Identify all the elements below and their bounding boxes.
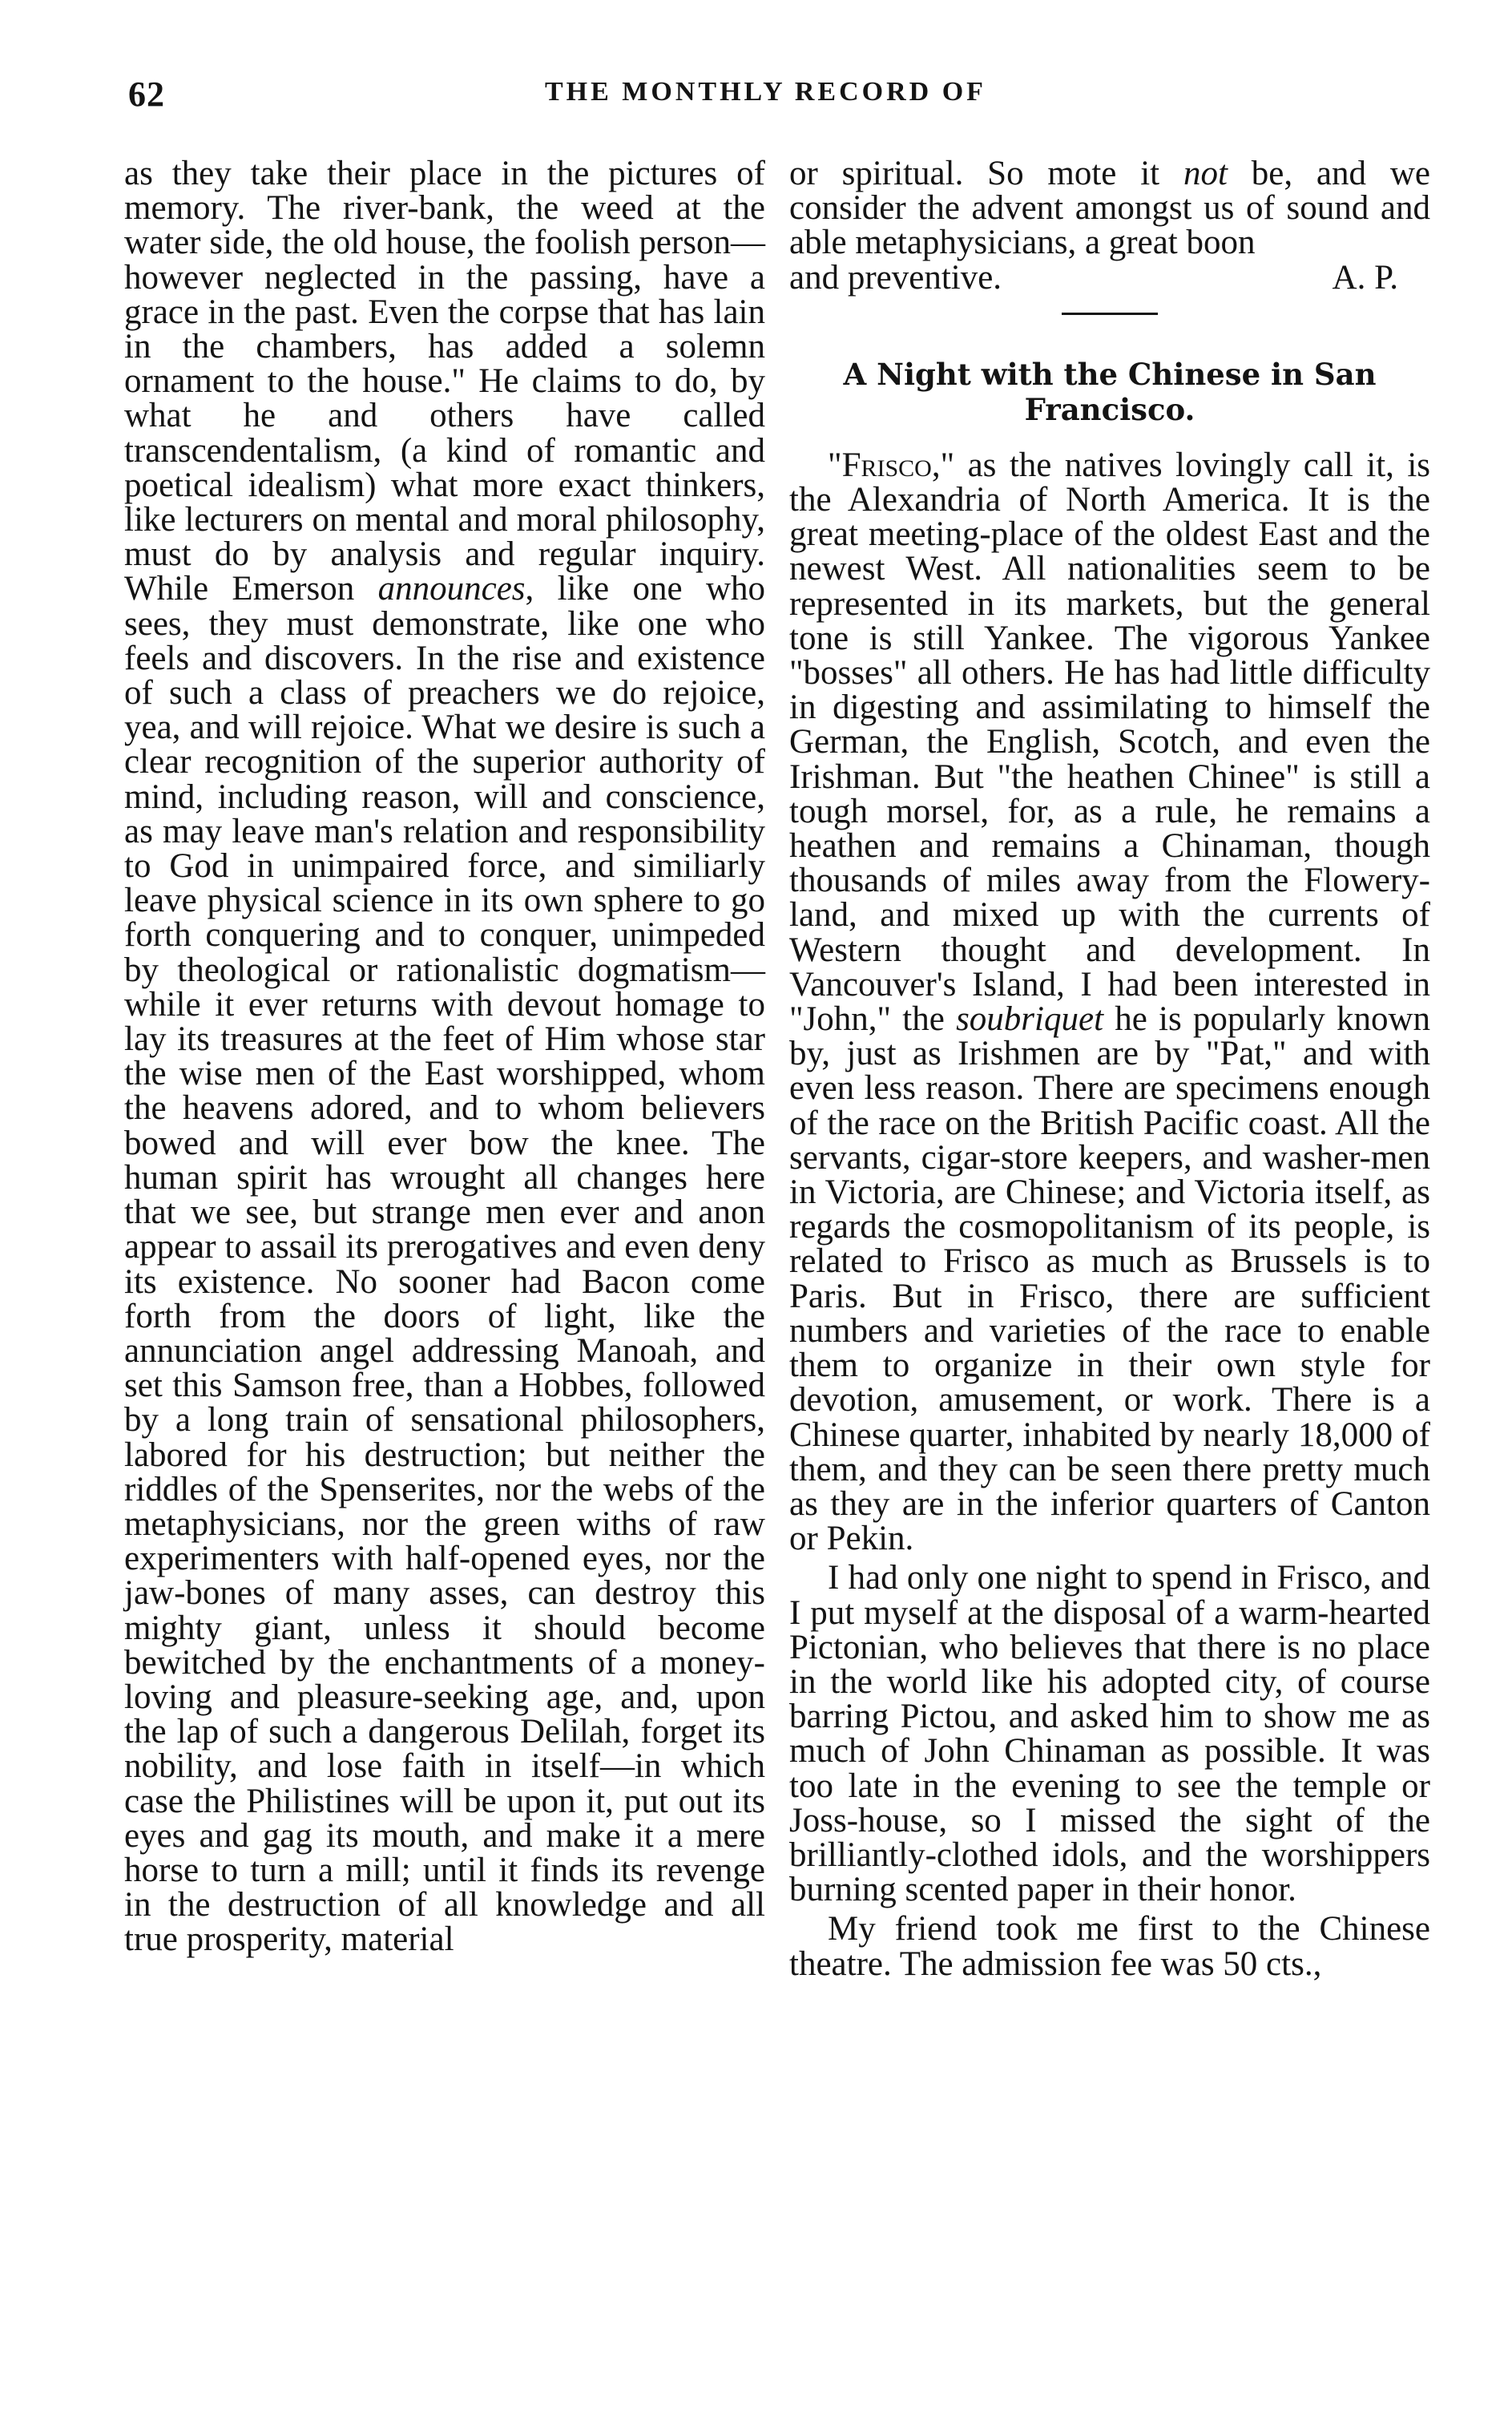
- left-column: [124, 156, 765, 1957]
- journal-title: THE MONTHLY RECORD OF: [545, 77, 986, 107]
- article-paragraph-2: I had only one night to spend in Frisco, and I put myself at the disposal of a warm-hearted Pictonian, who believes that there is no place in the world like his adopted city, of course barring Pictou, and asked him to show me as much of John Chinaman as possible. It was too late in the evening to see the temple or Joss-house, so I missed the sight of the brilliantly-clothed idols, and the worshippers burning scented paper in their honor.: [789, 1559, 1430, 1909]
- left-paragraph-text-2: , like one who sees, they must demonstrate, like one who feels and discovers. In the rise and existence of such a class of preachers we do rejoice, yea, and will rejoice. What we desire is such a clear recognition of the superior authority of mind, including reason, will and conscience, as may leave man's relation and responsibility to God in unimpaired force, and similiarly leave physical science in its own sphere to go forth conquering and to conquer, unimpeded by theological or rationalistic dogmatism—while it ever returns with devout homage to lay its treasures at the feet of Him whose star the wise men of the East worshipped, whom the heavens adored, and to whom believers bowed and will ever bow the knee. The human spirit has wrought all changes here that we see, but strange men ever and anon appear to assail its prerogatives and even deny its existence. No sooner had Bacon come forth from the doors of light, like the annunciation angel addressing Manoah, and set this Samson free, than a Hobbes, followed by a long train of sensational philosophers, labored for his destruction; but neither the riddles of the Spenserites, nor the webs of the metaphysicians, nor the green withs of raw experimenters with half-opened eyes, nor the jaw-bones of many asses, can destroy this mighty giant, unless it should become bewitched by the enchantments of a money-loving and pleasure-seeking age, and, upon the lap of such a dangerous Delilah, forget its nobility, and lose faith in itself—in which case the Philistines will be upon it, put out its eyes and gag its mouth, and make it a mere horse to turn a mill; until it finds its revenge in the destruction of all knowledge and all true prosperity, material: [124, 570, 765, 1959]
- announces-italic: announces: [377, 570, 526, 608]
- right-column: [789, 156, 1430, 1981]
- continuation-paragraph: [789, 156, 1430, 260]
- open-quote: ": [828, 446, 842, 484]
- not-italic: not: [1183, 155, 1228, 192]
- left-paragraph-text-1: as they take their place in the pictures of memory. The river-bank, the weed at the water side, the old house, the foolish person—however neglected in the passing, have a grace in the past. Even the corpse that has lain in the chambers, has added a solemn ornament to the house." He claims to do, by what he and others have called transcendentalism, (a kind of romantic and poetical idealism) what more exact thinkers, like lecturers on mental and moral philosophy, must do by analysis and regular inquiry. While Emerson: [124, 155, 765, 608]
- continuation-text-2: be, and we consider the advent amongst us of sound and able metaphysicians, a great boon: [789, 155, 1430, 262]
- page-number: 62: [128, 75, 165, 114]
- section-divider: [1062, 313, 1158, 315]
- article-paragraph-1-text-2: he is popularly known by, just as Irishmen are by "Pat," and with even less reason. There are specimens enough of the race on the British Pacific coast. All the servants, cigar-store keepers, and washer-men in Victoria, are Chinese; and Victoria itself, as regards the cosmopolitanism of its people, is related to Frisco as much as Brussels is to Paris. But in Frisco, there are sufficient numbers and varieties of the race to enable them to organize in their own style for devotion, amusement, or work. There is a Chinese quarter, inhabited by nearly 18,000 of them, and they can be seen there pretty much as they are in the inferior quarters of Canton or Pekin.: [789, 1000, 1430, 1558]
- article-paragraph-1: [789, 448, 1430, 1557]
- signoff-text: and preventive.: [789, 258, 1002, 297]
- article-title: A Night with the Chinese in San Francisco.: [843, 356, 1377, 427]
- soubriquet-italic: soubriquet: [956, 1000, 1104, 1039]
- running-head: [128, 74, 1394, 122]
- signature: A. P.: [1332, 258, 1398, 297]
- frisco-small-caps: Frisco: [841, 446, 932, 484]
- continuation-text-1: or spiritual. So mote it: [789, 155, 1183, 192]
- article-paragraph-3: My friend took me first to the Chinese theatre. The admission fee was 50 cts.,: [789, 1910, 1430, 1983]
- article-paragraph-1-text-1: ," as the natives lovingly call it, is the Alexandria of North America. It is the great meeting-place of the oldest East and the newest West. All nationalities seem to be represented in its markets, but the general tone is still Yankee. The vigorous Yankee "bosses" all others. He has had little difficulty in digesting and assimilating to himself the German, the English, Scotch, and even the Irishman. But "the heathen Chinee" is still a tough morsel, for, as a rule, he remains a heathen and remains a Chinaman, though thousands of miles away from the Flowery-land, and mixed up with the currents of Western thought and development. In Vancouver's Island, I had been interested in "John," the: [789, 446, 1430, 1039]
- left-paragraph: [124, 156, 765, 1957]
- signoff-line: [789, 260, 1430, 295]
